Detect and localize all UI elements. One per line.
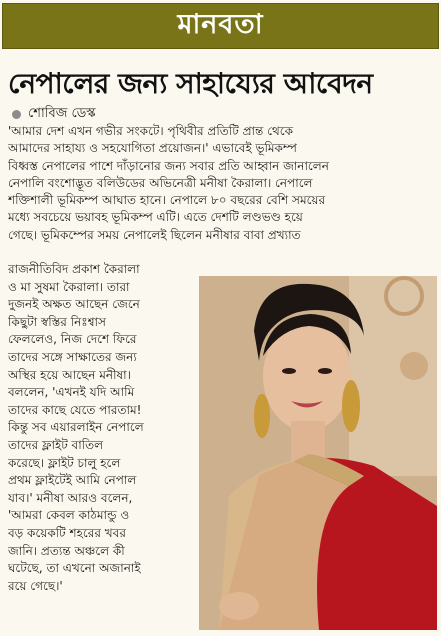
article-headline: নেপালের জন্য সাহায্যের আবেদন: [8, 67, 373, 100]
body-line: তাদের কাছে যেতে পারতাম!: [8, 402, 142, 417]
lead-line: নেপালি বংশোদ্ভূত বলিউডের অভিনেত্রী মনীষা কৈরালা। নেপালে: [8, 175, 313, 190]
lead-line: আমাদের সাহায্য ও সহযোগিতা প্রয়োজন।' এভাবেই ভূমিকম্প: [8, 141, 297, 156]
lead-line: গেছে। ভূমিকম্পের সময় নেপালেই ছিলেন মনীষার বাবা প্রখ্যাত: [8, 227, 301, 242]
body-line: অস্থির হয়ে আছেন মনীষা।: [8, 367, 131, 382]
body-line: বললেন, 'এখনই যদি আমি: [8, 385, 135, 400]
body-line: যাব।' মনীষা আরও বলেন,: [8, 490, 133, 505]
lead-line: 'আমার দেশ এখন গভীর সংকটে। পৃথিবীর প্রতিটি প্রান্ত থেকে: [8, 124, 293, 138]
body-line: 'আমরা কেবল কাঠমান্ডু ও: [8, 508, 130, 523]
body-line: ফেললেও, নিজ দেশে ফিরে: [8, 332, 137, 347]
body-line: ও মা সুষমা কৈরালা। তারা: [8, 279, 130, 294]
article-photo: [199, 276, 437, 630]
lead-line: বিধ্বস্ত নেপালের পাশে দাঁড়ানোর জন্য সবার প্রতি আহ্বান জানালেন: [8, 158, 329, 173]
byline-text: শোবিজ ডেস্ক: [28, 106, 96, 121]
body-line: করেছে। ফ্লাইট চালু হলে: [8, 455, 121, 470]
byline-dot-icon: [12, 110, 21, 119]
body-line: রাজনীতিবিদ প্রকাশ কৈরালা: [8, 262, 140, 276]
body-line: জানি। প্রত্যন্ত অঞ্চলে কী: [8, 543, 125, 558]
body-line: তাদের ফ্লাইট বাতিল: [8, 437, 104, 452]
lead-line: শক্তিশালী ভূমিকম্প আঘাত হানে। নেপালে ৮০ বছরের বেশি সময়ের: [8, 193, 326, 208]
body-line: কিন্তু সব এয়ারলাইন নেপালে: [8, 420, 144, 435]
section-header-bar: [2, 3, 439, 49]
body-line: রয়ে গেছে।': [8, 578, 63, 593]
lead-paragraph: [8, 123, 436, 244]
lead-line: মধ্যে সবচেয়ে ভয়াবহ ভূমিকম্প এটি। এতে দেশটি লণ্ডভণ্ড হয়ে: [8, 210, 303, 225]
body-line: প্রথম ফ্লাইটেই আমি নেপাল: [8, 473, 137, 488]
body-line: কিছুটা স্বস্তির নিঃশ্বাস: [8, 314, 106, 329]
body-line: বড় কয়েকটি শহরের খবর: [8, 525, 126, 540]
body-line: ঘটেছে, তা এখনো অজানাই: [8, 561, 141, 576]
body-line: দুজনই অক্ষত আছেন জেনে: [8, 297, 140, 312]
body-column: [8, 261, 198, 595]
body-line: তাদের সঙ্গে সাক্ষাতের জন্য: [8, 349, 137, 364]
section-title: মানবতা: [177, 8, 264, 40]
byline: [12, 104, 96, 125]
photo-illustration: [199, 276, 437, 630]
